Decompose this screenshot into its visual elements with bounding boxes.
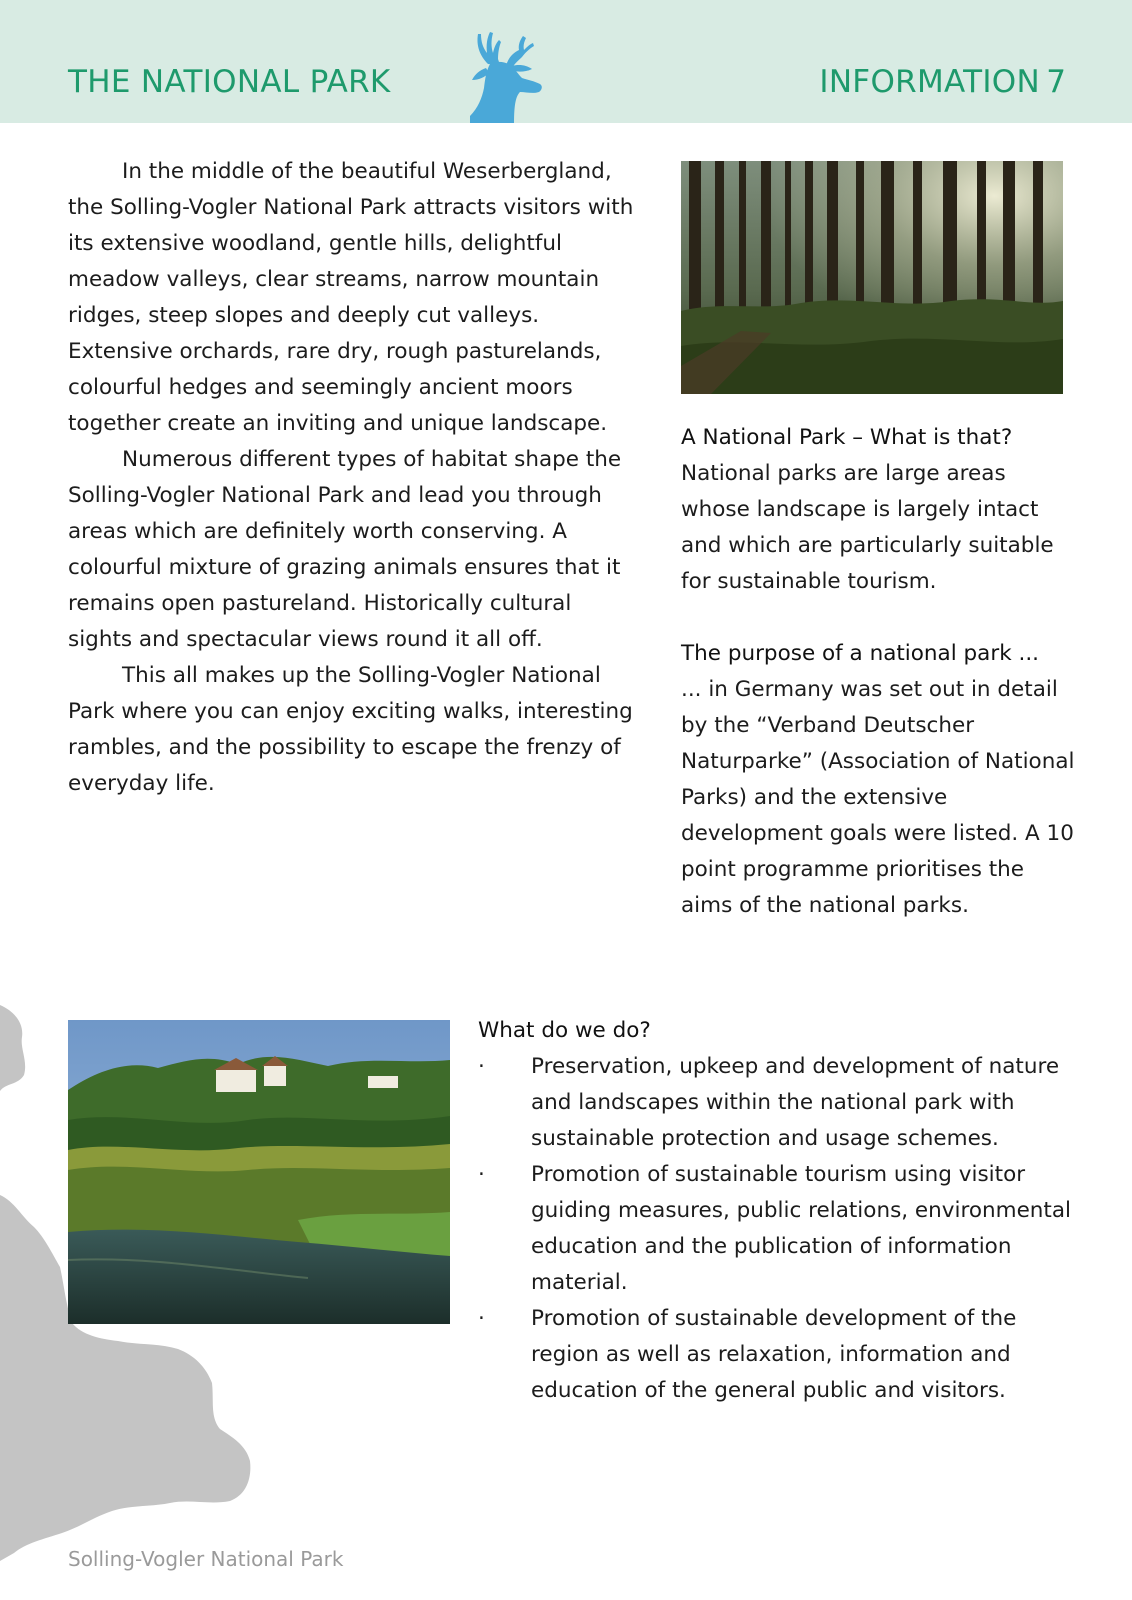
list-item-text: Promotion of sustainable development of the region as well as relaxation, information and education of the general public and visitors. [531, 1306, 1017, 1403]
intro-text [68, 154, 638, 802]
list-item-text: Preservation, upkeep and development of nature and landscapes within the national park with sustainable protection and usage schemes. [531, 1054, 1060, 1151]
page-number: 7 [1046, 64, 1066, 100]
page-footer: Solling-Vogler National Park [68, 1547, 344, 1571]
intro-paragraph: Numerous different types of habitat shape the Solling-Vogler National Park and lead you through areas which are definitely worth conserving. A colourful mixture of grazing animals ensures that it remains open pastureland. Historically cultural sights and spectacular views round it all off. [68, 447, 622, 652]
purpose-text: ... in Germany was set out in detail by the “Verband Deutscher Naturparke” (Association of National Parks) and the extensive development goals were listed. A 10 point programme prioritises the aims of the national parks. [681, 677, 1075, 918]
what-we-do-heading: What do we do? [478, 1018, 651, 1043]
section-title: THE NATIONAL PARK [68, 64, 391, 100]
what-is-text: National parks are large areas whose landscape is largely intact and which are particularly suitable for sustainable tourism. [681, 461, 1054, 594]
list-item-text: Promotion of sustainable tourism using visitor guiding measures, public relations, environmental education and the publication of information material. [531, 1162, 1072, 1295]
bullet-marker: · [478, 1306, 485, 1331]
river-landscape-photo [68, 1020, 450, 1324]
page-header [0, 0, 1132, 123]
what-is-heading: A National Park – What is that? [681, 425, 1013, 450]
what-we-do-section [478, 1013, 1078, 1409]
deer-head-icon [470, 28, 550, 123]
national-park-info [681, 420, 1081, 924]
list-item [478, 1049, 1078, 1157]
section-label: INFORMATION [819, 64, 1040, 100]
intro-paragraph: This all makes up the Solling-Vogler National Park where you can enjoy exciting walks, interesting rambles, and the possibility to escape the frenzy of everyday life. [68, 663, 633, 796]
list-item [478, 1157, 1078, 1301]
bullet-marker: · [478, 1054, 485, 1079]
list-item [478, 1301, 1078, 1409]
aims-list [478, 1049, 1078, 1409]
intro-paragraph: In the middle of the beautiful Weserbergland, the Solling-Vogler National Park attracts visitors with its extensive woodland, gentle hills, delightful meadow valleys, clear streams, narrow mountain ridges, steep slopes and deeply cut valleys. Extensive orchards, rare dry, rough pasturelands, colourful hedges and seemingly ancient moors together create an inviting and unique landscape. [68, 159, 634, 436]
bullet-marker: · [478, 1162, 485, 1187]
purpose-heading: The purpose of a national park ... [681, 641, 1039, 666]
forest-photo [681, 161, 1063, 394]
